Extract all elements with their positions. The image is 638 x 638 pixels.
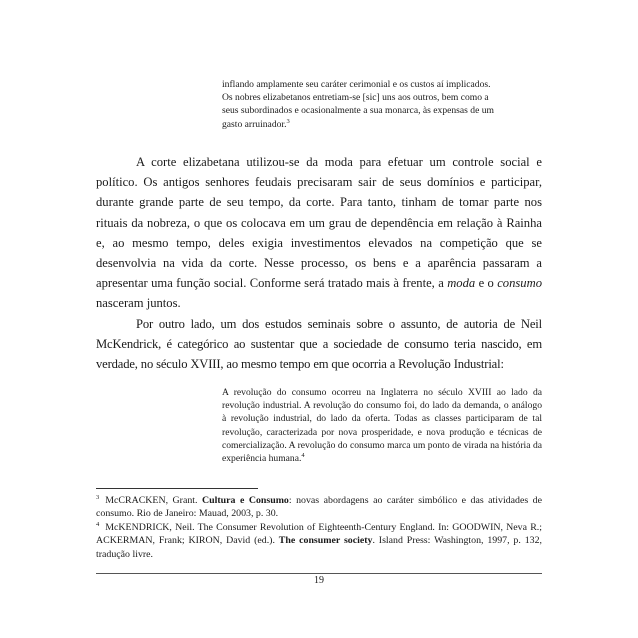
paragraph-text: A corte elizabetana utilizou-se da moda para efetuar um controle social e político. Os antigos senhores feudais precisaram sair de seus domínios e participar, durante grande parte de seu tempo, da corte. Para tanto, tinham de tomar parte nos rituais da nobreza, o que os colocava em um grau de dependência em relação à Rainha e, ao mesmo tempo, deles exigia investimentos elevados na competição que se desenvolvia na vida da corte. Nesse processo, os bens e a aparência passaram a apresentar uma função social. Conforme será tratado mais à frente, a (96, 155, 542, 291)
footnote-4 (96, 521, 542, 561)
footnote-reference-3: 3 (286, 117, 290, 125)
quote-paragraph (222, 386, 542, 465)
footnotes (96, 494, 542, 561)
quote-line (222, 118, 542, 131)
footnote-text: McCRACKEN, Grant. (105, 495, 202, 506)
page-number: 19 (314, 575, 324, 586)
block-quote-elizabethan (222, 78, 542, 131)
emphasis-consumo: consumo (497, 276, 542, 291)
paragraph-text: nasceram juntos. (96, 296, 181, 311)
footnote-reference-4: 4 (301, 451, 305, 459)
quote-line: Os nobres elizabetanos entretiam-se [sic] uns aos outros, bem como a (222, 92, 489, 104)
paragraph-text: e o (475, 276, 498, 291)
footnote-mark: 4 (96, 520, 100, 528)
page-number-rule (96, 573, 542, 574)
footnote-mark: 3 (96, 493, 100, 501)
footnote-text: McKENDRICK, Neil. The Consumer Revolution of Eighteenth-Century England. In: GOODWIN, Neva R.; ACKERMAN, Frank; KIRON, David (ed.). (96, 521, 542, 547)
paragraph-elizabethan-court (96, 152, 542, 314)
block-quote-consumer-revolution (222, 386, 542, 465)
quote-line-text: gasto arruinador. (222, 118, 287, 130)
footnote-text: : novas abordagens ao caráter simbólico e das atividades de consumo. Rio de Janeiro: Mauad, 2003, p. 30. (96, 495, 542, 520)
footnote-title: Cultura e Consumo (202, 495, 289, 506)
quote-line: inflando amplamente seu caráter cerimonial e os custos aí implicados. (222, 79, 491, 90)
footnote-text: . Island Press: Washington, 1997, p. 132, tradução livre. (96, 535, 542, 560)
quote-line: seus subordinados e ocasionalmente a sua monarca, às expensas de um (222, 105, 495, 117)
body-text (96, 152, 542, 374)
emphasis-moda: moda (447, 276, 476, 291)
footnote-separator (96, 488, 258, 489)
quote-text: A revolução do consumo ocorreu na Inglaterra no século XVIII ao lado da revolução industrial. A revolução do consumo foi, do lado da demanda, o análogo à revolução industrial, do lado da oferta. Todas as classes participaram de tal revolução, caracterizada por nova prosperidade, e nova produção e técnicas de comercialização. A revolução do consumo marca um ponto de virada na história da experiência humana. (222, 387, 542, 465)
footnote-title: The consumer society (278, 535, 373, 547)
paragraph-mckendrick: Por outro lado, um dos estudos seminais sobre o assunto, de autoria de Neil McKendrick, é categórico ao sustentar que a sociedade de consumo teria nascido, em verdade, no século XVIII, ao mesmo tempo em que ocorria a Revolução Industrial: (96, 316, 542, 372)
footnote-3 (96, 494, 542, 521)
